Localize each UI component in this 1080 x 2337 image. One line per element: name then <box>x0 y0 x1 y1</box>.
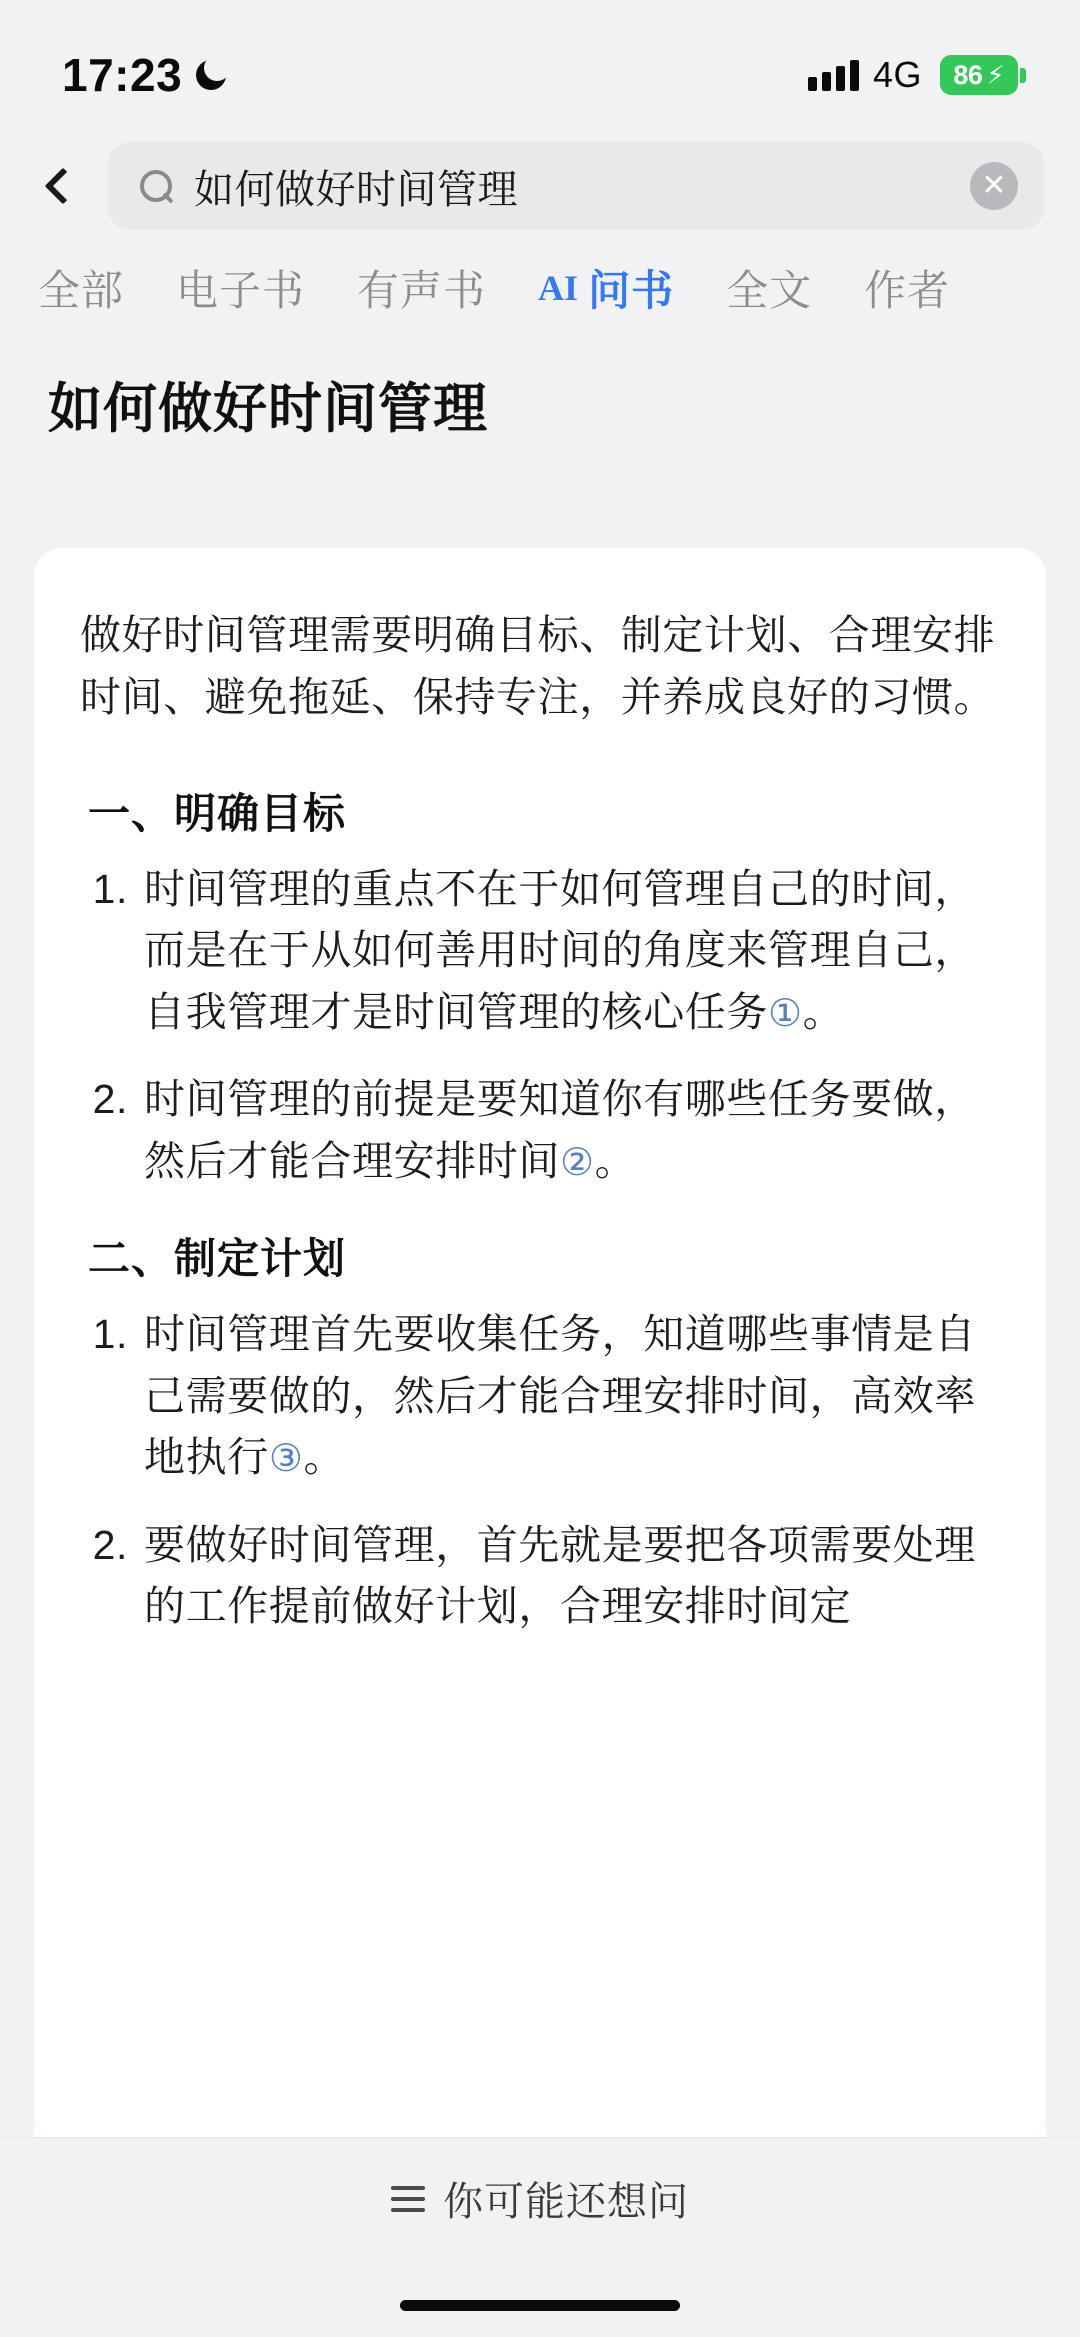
battery-indicator <box>940 55 1018 95</box>
reference-marker[interactable]: ② <box>560 1139 595 1184</box>
section-list-2 <box>80 1304 1000 1638</box>
tab-author[interactable]: 作者 <box>864 267 951 314</box>
signal-strength-icon <box>808 59 859 91</box>
section-title-2: 二、制定计划 <box>88 1235 347 1283</box>
page-title: 如何做好时间管理 <box>48 379 488 439</box>
tab-audiobook[interactable]: 有声书 <box>357 267 487 314</box>
suggestions-bar[interactable] <box>0 2137 1080 2259</box>
list-item <box>80 1515 1000 1638</box>
tab-all[interactable]: 全部 <box>38 267 125 314</box>
tab-fulltext[interactable]: 全文 <box>726 267 813 314</box>
search-row <box>0 120 1080 246</box>
back-button[interactable] <box>26 149 100 223</box>
status-bar-right <box>808 54 1018 96</box>
battery-percent-label: 86 <box>953 59 983 90</box>
tab-bar <box>0 246 1080 328</box>
list-item-text: 时间管理首先要收集任务，知道哪些事情是自己需要做的，然后才能合理安排时间，高效率地执行③。 <box>144 1311 976 1481</box>
list-item <box>80 1304 1000 1489</box>
moon-icon <box>196 58 230 92</box>
status-time: 17:23 <box>62 49 183 101</box>
list-item-number: 1. <box>92 865 128 912</box>
bolt-icon: ⚡ <box>986 60 1005 90</box>
network-type-label: 4G <box>872 54 922 95</box>
home-indicator[interactable] <box>400 2300 680 2311</box>
back-chevron-icon <box>45 168 82 205</box>
status-bar-left <box>62 48 230 102</box>
answer-summary: 做好时间管理需要明确目标、制定计划、合理安排时间、避免拖延、保持专注，并养成良好的习惯。 <box>80 612 996 721</box>
list-item <box>80 859 1000 1044</box>
status-bar <box>0 0 1080 120</box>
reference-marker[interactable]: ③ <box>268 1436 304 1481</box>
clear-icon[interactable]: ✕ <box>970 162 1018 210</box>
answer-card <box>34 548 1046 2137</box>
section-list-1 <box>80 859 1000 1193</box>
tab-ask-book-label: 问书 <box>588 267 675 314</box>
list-item-text: 时间管理的重点不在于如何管理自己的时间，而是在于从如何善用时间的角度来管理自己，自我管理才是时间管理的核心任务①。 <box>144 865 976 1035</box>
list-item-number: 2. <box>92 1076 128 1123</box>
search-query-text: 如何做好时间管理 <box>194 167 518 212</box>
search-input[interactable] <box>108 142 1044 230</box>
list-item <box>80 1069 1000 1192</box>
search-icon <box>138 168 174 204</box>
reference-marker[interactable]: ① <box>768 990 803 1035</box>
list-item-text: 要做好时间管理，首先就是要把各项需要处理的工作提前做好计划，合理安排时间定 <box>144 1521 976 1630</box>
list-item-text: 时间管理的前提是要知道你有哪些任务要做，然后才能合理安排时间②。 <box>144 1076 976 1184</box>
list-item-number: 2. <box>92 1521 128 1568</box>
tab-ask-book[interactable] <box>538 258 674 318</box>
tab-ebook[interactable]: 电子书 <box>176 267 306 314</box>
ai-badge: AI <box>538 268 579 308</box>
section-title-1: 一、明确目标 <box>88 789 347 837</box>
list-item-number: 1. <box>92 1311 128 1358</box>
suggestions-label: 你可能还想问 <box>443 2180 689 2224</box>
list-icon <box>391 2186 425 2212</box>
